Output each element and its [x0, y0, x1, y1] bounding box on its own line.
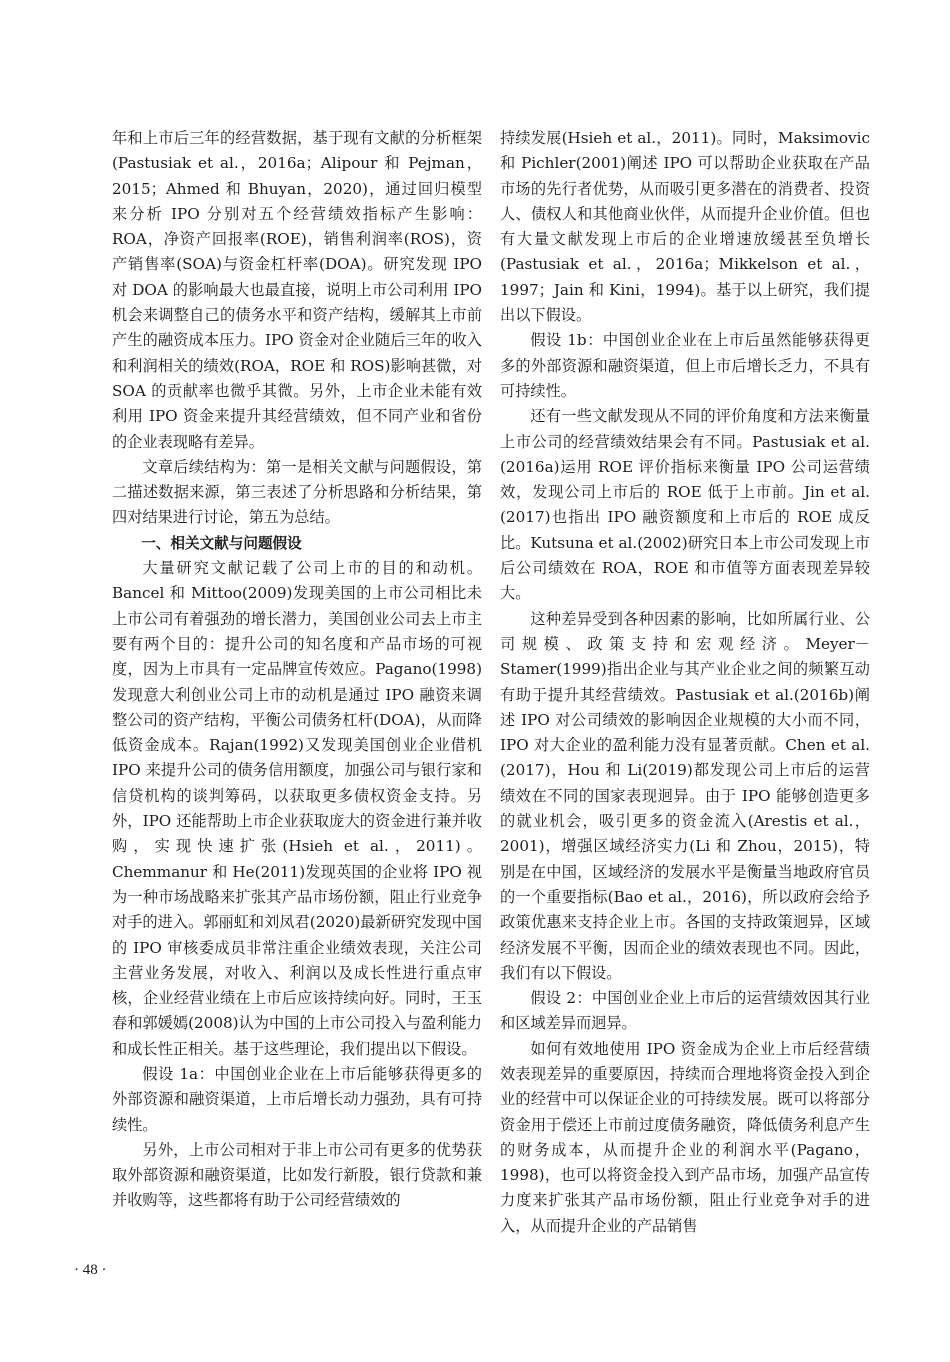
paragraph-evaluation-methods: 还有一些文献发现从不同的评价角度和方法来衡量上市公司的经营绩效结果会有不同。Pastusiak et al.(2016a)运用 ROE 评价指标来衡量 IPO 公司运营绩效，发现公司上市后的 ROE 低于上市前。Jin et al.(2017)也指出 IPO 融资额度和上市后的 ROE 成反比。Kutsuna et al.(2002)研究日本上市公司发现上市后公司绩效在 ROA，ROE 和市值等方面表现差异较大。 — [500, 407, 870, 603]
paragraph-literature: 大量研究文献记载了公司上市的目的和动机。Bancel 和 Mittoo(2009)发现美国的上市公司相比未上市公司有着强劲的增长潜力，美国创业公司去上市主要有两个目的：提升公司的知名度和产品市场的可视度，因为上市具有一定品牌宣传效应。Pagano(1998)发现意大利创业公司上市的动机是通过 IPO 融资来调整公司的资产结构，平衡公司债务杠杆(DOA)，从而降低资金成本。Rajan(1992)又发现美国创业企业借机 IPO 来提升公司的债务信用额度，加强公司与银行家和信贷机构的谈判筹码，以获取更多债权资金支持。另外，IPO 还能帮助上市企业获取庞大的资金进行兼并收购，实现快速扩张(Hsieh et al.，2011)。Chemmanur 和 He(2011)发现英国的企业将 IPO 视为一种市场战略来扩张其产品市场份额，阻止行业竞争对手的进入。郭丽虹和刘凤君(2020)最新研究发现中国的 IPO 审核委成员非常注重企业绩效表现，关注公司主营业务发展，对收入、利润以及成长性进行重点审核，企业经营业绩在上市后应该持续向好。同时，王玉春和郭媛嫣(2008)认为中国的上市公司投入与盈利能力和成长性正相关。基于这些理论，我们提出以下假设。 — [112, 559, 482, 1058]
paragraph-sustained-development: 持续发展(Hsieh et al.，2011)。同时，Maksimovic 和 Pichler(2001)阐述 IPO 可以帮助企业获取在产品市场的先行者优势，从而吸引更多潜在的消费者、投资人、债权人和其他商业伙伴，从而提升企业价值。但也有大量文献发现上市后的企业增速放缓甚至负增长(Pastusiak et al.，2016a；Mikkelson et al.，1997；Jain 和 Kini，1994)。基于以上研究，我们提出以下假设。 — [500, 129, 870, 325]
paragraph-advantages: 另外，上市公司相对于非上市公司有更多的优势获取外部资源和融资渠道，比如发行新股，银行贷款和兼并收购等，这些都将有助于公司经营绩效的 — [112, 1140, 482, 1210]
hypothesis-1b: 假设 1b：中国创业企业在上市后虽然能够获得更多的外部资源和融资渠道，但上市后增长乏力，不具有可持续性。 — [500, 331, 870, 400]
paragraph-intro-continued: 年和上市后三年的经营数据，基于现有文献的分析框架(Pastusiak et al.，2016a；Alipour 和 Pejman，2015；Ahmed 和 Bhuyan，2020)，通过回归模型来分析 IPO 分别对五个经营绩效指标产生影响：ROA，净资产回报率(ROE)，销售利润率(ROS)，资产销售率(SOA)与资金杠杆率(DOA)。研究发现 IPO 对 DOA 的影响最大也最直接，说明上市公司利用 IPO 机会来调整自己的债务水平和资产结构，缓解其上市前产生的融资成本压力。IPO 资金对企业随后三年的收入和利润相关的绩效(ROA，ROE 和 ROS)影响甚微，对 SOA 的贡献率也微乎其微。另外，上市企业未能有效利用 IPO 资金来提升其经营绩效，但不同产业和省份的企业表现略有差异。 — [112, 129, 482, 451]
paragraph-structure: 文章后续结构为：第一是相关文献与问题假设，第二描述数据来源，第三表述了分析思路和分析结果，第四对结果进行讨论，第五为总结。 — [112, 457, 482, 527]
page-number: · 48 · — [74, 1262, 107, 1278]
left-column — [112, 126, 482, 1214]
hypothesis-1a: 假设 1a：中国创业企业在上市后能够获得更多的外部资源和融资渠道，上市后增长动力强劲，具有可持续性。 — [112, 1064, 482, 1134]
paragraph-fund-usage: 如何有效地使用 IPO 资金成为企业上市后经营绩效表现差异的重要原因，持续而合理地将资金投入到企业的经营中可以保证企业的可持续发展。既可以将部分资金用于偿还上市前过度债务融资，降低债务利息产生的财务成本，从而提升企业的利润水平(Pagano，1998)，也可以将资金投入到产品市场，加强产品宣传力度来扩张其产品市场份额，阻止行业竞争对手的进入，从而提升企业的产品销售 — [500, 1039, 870, 1235]
section-heading: 一、相关文献与问题假设 — [141, 534, 302, 552]
hypothesis-2: 假设 2：中国创业企业上市后的运营绩效因其行业和区域差异而迥异。 — [500, 989, 870, 1033]
paragraph-influencing-factors: 这种差异受到各种因素的影响，比如所属行业、公司规模、政策支持和宏观经济。Meyer－Stamer(1999)指出企业与其产业企业之间的频繁互动有助于提升其经营绩效。Pastusiak et al.(2016b)阐述 IPO 对公司绩效的影响因企业规模的大小而不同，IPO 对大企业的盈利能力没有显著贡献。Chen et al.(2017)，Hou 和 Li(2019)都发现公司上市后的运营绩效在不同的国家表现迥异。由于 IPO 能够创造更多的就业机会，吸引更多的资金流入(Arestis et al.，2001)，增强区域经济实力(Li 和 Zhou，2015)，特别是在中国，区域经济的发展水平是衡量当地政府官员的一个重要指标(Bao et al.，2016)，所以政府会给予政策优惠来支持企业上市。各国的支持政策迥异，区域经济发展不平衡，因而企业的绩效表现也不同。因此，我们有以下假设。 — [500, 609, 870, 982]
right-column — [500, 126, 870, 1239]
